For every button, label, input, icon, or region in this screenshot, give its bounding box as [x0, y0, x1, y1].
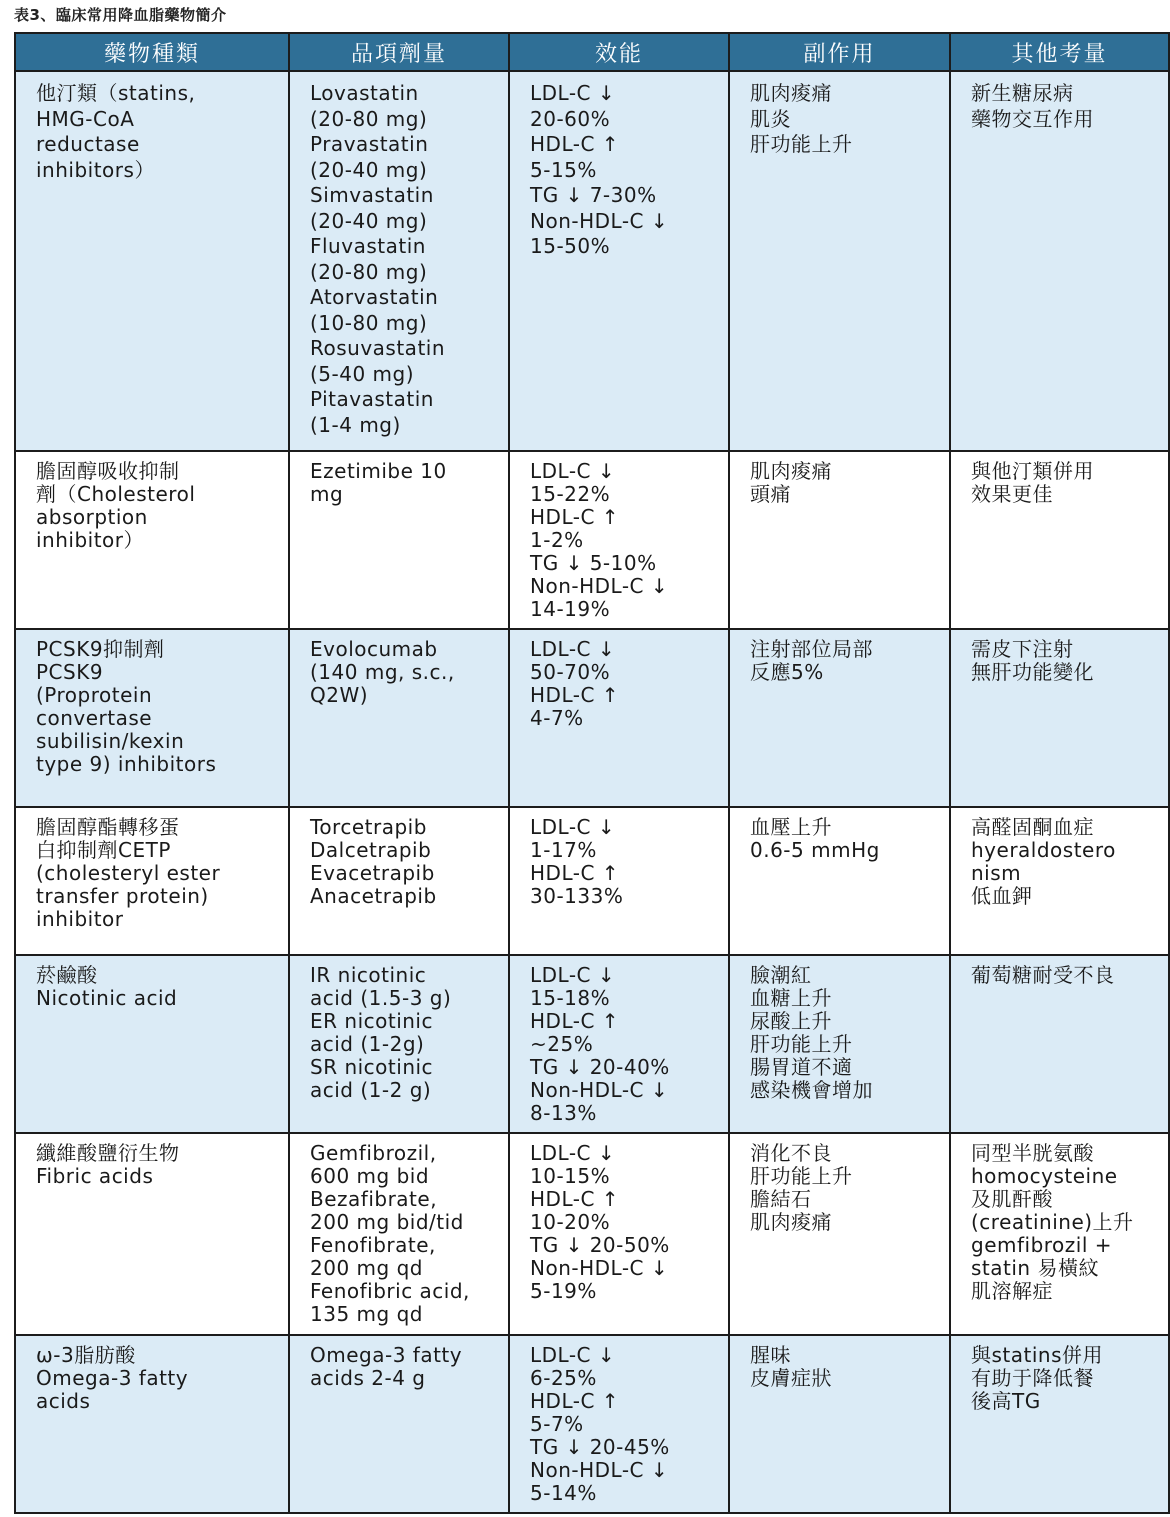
cell-other: 需皮下注射 無肝功能變化 — [950, 629, 1169, 807]
cell-other: 葡萄糖耐受不良 — [950, 955, 1169, 1133]
cell-other: 高醛固酮血症 hyeraldostero nism 低血鉀 — [950, 807, 1169, 955]
cell-side-effects: 肌肉痠痛 肌炎 肝功能上升 — [729, 71, 950, 451]
table-row — [15, 71, 1169, 451]
table-row — [15, 1133, 1169, 1335]
header-drug-class: 藥物種類 — [15, 33, 289, 71]
cell-drug-class: 膽固醇吸收抑制 劑（Cholesterol absorption inhibitor） — [15, 451, 289, 629]
cell-side-effects: 臉潮紅 血糖上升 尿酸上升 肝功能上升 腸胃道不適 感染機會增加 — [729, 955, 950, 1133]
cell-side-effects: 血壓上升 0.6-5 mmHg — [729, 807, 950, 955]
cell-side-effects: 肌肉痠痛 頭痛 — [729, 451, 950, 629]
cell-other: 新生糖尿病 藥物交互作用 — [950, 71, 1169, 451]
cell-other: 與他汀類併用 效果更佳 — [950, 451, 1169, 629]
table-row — [15, 955, 1169, 1133]
cell-dosage: Omega-3 fatty acids 2-4 g — [289, 1335, 509, 1513]
cell-dosage: Lovastatin (20-80 mg) Pravastatin (20-40 mg) Simvastatin (20-40 mg) Fluvastatin (20-80 mg) Atorvastatin (10-80 mg) Rosuvastatin (5-40 mg) Pitavastatin (1-4 mg) — [289, 71, 509, 451]
header-row — [15, 33, 1169, 71]
lipid-drug-table — [14, 32, 1170, 1514]
cell-side-effects: 腥味 皮膚症狀 — [729, 1335, 950, 1513]
header-side-effects: 副作用 — [729, 33, 950, 71]
cell-efficacy: LDL-C ↓ 15-18% HDL-C ↑ ~25% TG ↓ 20-40% Non-HDL-C ↓ 8-13% — [509, 955, 729, 1133]
cell-efficacy: LDL-C ↓ 50-70% HDL-C ↑ 4-7% — [509, 629, 729, 807]
header-dosage: 品項劑量 — [289, 33, 509, 71]
cell-drug-class: ω-3脂肪酸 Omega-3 fatty acids — [15, 1335, 289, 1513]
cell-drug-class: 纖維酸鹽衍生物 Fibric acids — [15, 1133, 289, 1335]
cell-drug-class: 他汀類（statins, HMG-CoA reductase inhibitors） — [15, 71, 289, 451]
cell-efficacy: LDL-C ↓ 1-17% HDL-C ↑ 30-133% — [509, 807, 729, 955]
cell-dosage: Evolocumab (140 mg, s.c., Q2W) — [289, 629, 509, 807]
cell-side-effects: 注射部位局部 反應5% — [729, 629, 950, 807]
header-efficacy: 效能 — [509, 33, 729, 71]
cell-other: 同型半胱氨酸 homocysteine 及肌酐酸 (creatinine)上升 gemfibrozil + statin 易橫紋 肌溶解症 — [950, 1133, 1169, 1335]
table-caption: 表3、臨床常用降血脂藥物簡介 — [14, 6, 227, 24]
header-other: 其他考量 — [950, 33, 1169, 71]
cell-drug-class: 膽固醇酯轉移蛋 白抑制劑CETP (cholesteryl ester transfer protein) inhibitor — [15, 807, 289, 955]
cell-efficacy: LDL-C ↓ 6-25% HDL-C ↑ 5-7% TG ↓ 20-45% Non-HDL-C ↓ 5-14% — [509, 1335, 729, 1513]
cell-drug-class: PCSK9抑制劑 PCSK9 (Proprotein convertase subilisin/kexin type 9) inhibitors — [15, 629, 289, 807]
cell-drug-class: 菸鹼酸 Nicotinic acid — [15, 955, 289, 1133]
cell-efficacy: LDL-C ↓ 10-15% HDL-C ↑ 10-20% TG ↓ 20-50% Non-HDL-C ↓ 5-19% — [509, 1133, 729, 1335]
cell-side-effects: 消化不良 肝功能上升 膽結石 肌肉痠痛 — [729, 1133, 950, 1335]
cell-dosage: Ezetimibe 10 mg — [289, 451, 509, 629]
cell-other: 與statins併用 有助于降低餐 後高TG — [950, 1335, 1169, 1513]
table-row — [15, 1335, 1169, 1513]
table-row — [15, 451, 1169, 629]
cell-efficacy: LDL-C ↓ 20-60% HDL-C ↑ 5-15% TG ↓ 7-30% Non-HDL-C ↓ 15-50% — [509, 71, 729, 451]
cell-dosage: Torcetrapib Dalcetrapib Evacetrapib Anacetrapib — [289, 807, 509, 955]
cell-dosage: IR nicotinic acid (1.5-3 g) ER nicotinic acid (1-2g) SR nicotinic acid (1-2 g) — [289, 955, 509, 1133]
table-row — [15, 629, 1169, 807]
table-row — [15, 807, 1169, 955]
cell-dosage: Gemfibrozil, 600 mg bid Bezafibrate, 200 mg bid/tid Fenofibrate, 200 mg qd Fenofibric acid, 135 mg qd — [289, 1133, 509, 1335]
cell-efficacy: LDL-C ↓ 15-22% HDL-C ↑ 1-2% TG ↓ 5-10% Non-HDL-C ↓ 14-19% — [509, 451, 729, 629]
